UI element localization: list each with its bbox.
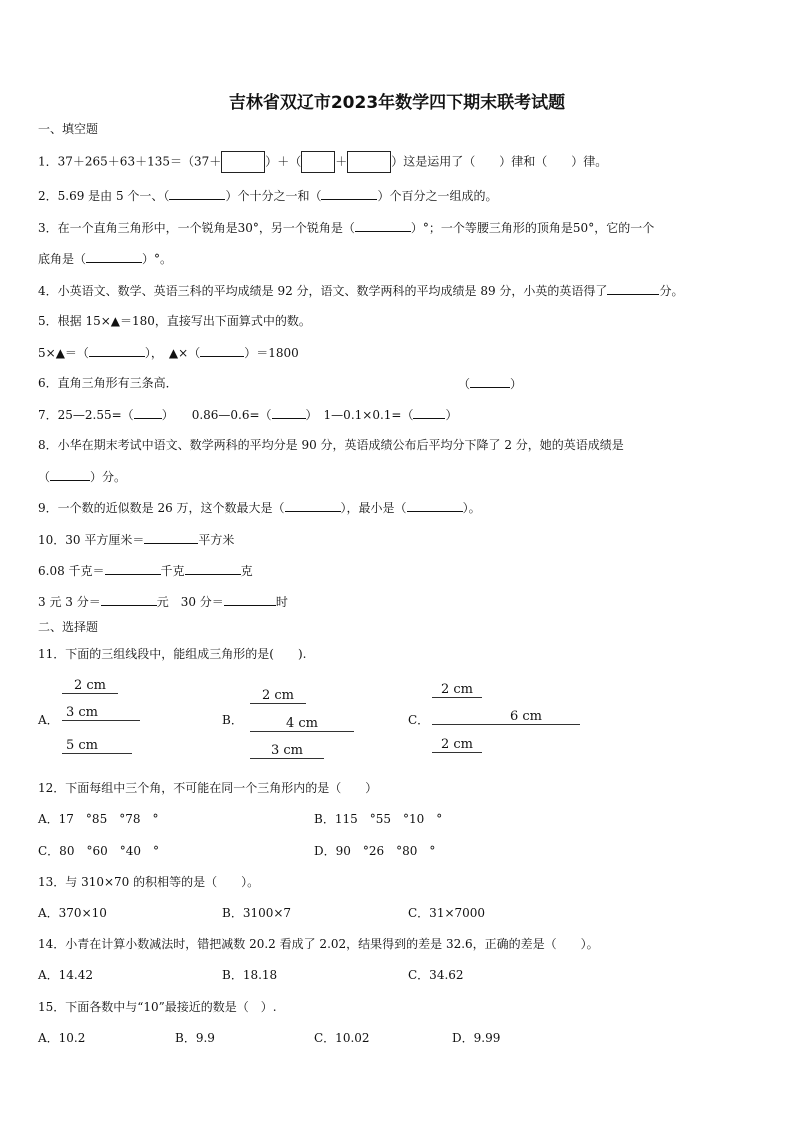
question-8-line-2 bbox=[38, 468, 126, 485]
section-fill-blank-heading: 一、填空题 bbox=[38, 122, 99, 136]
question-15: 15．下面各数中与“10”最接近的数是（ ）. bbox=[38, 1000, 277, 1014]
section-choice-heading: 二、选择题 bbox=[38, 620, 99, 634]
segment-a1 bbox=[62, 678, 118, 694]
answer-blank[interactable] bbox=[607, 282, 659, 295]
segment-c2 bbox=[432, 709, 580, 725]
question-6: 6．直角三角形有三条高． bbox=[38, 376, 178, 390]
q4-text-b: 分。 bbox=[659, 284, 684, 298]
segment-line bbox=[62, 693, 118, 694]
q9-text-b: ），最小是（ bbox=[340, 501, 407, 515]
segment-label: 4 cm bbox=[285, 716, 318, 731]
q1-text-b: ）＋（ bbox=[265, 154, 302, 169]
q1-text-c: ＋ bbox=[335, 154, 348, 169]
q14-option-c[interactable]: C．34.62 bbox=[408, 968, 464, 982]
segment-line bbox=[250, 758, 324, 759]
segment-b3 bbox=[250, 743, 324, 759]
segment-a3 bbox=[62, 738, 132, 754]
q3-text-a: 3．在一个直角三角形中，一个锐角是30°，另一个锐角是（ bbox=[38, 221, 355, 235]
segment-line bbox=[250, 703, 306, 704]
segment-c3 bbox=[432, 737, 482, 753]
q11-option-a-label[interactable]: A． bbox=[38, 713, 59, 727]
question-8: 8．小华在期末考试中语文、数学两科的平均分是 90 分，英语成绩公布后平均分下降了 2 分，她的英语成绩是 bbox=[38, 438, 624, 452]
answer-box[interactable] bbox=[221, 151, 265, 173]
answer-blank[interactable] bbox=[285, 499, 341, 512]
q7-text-b: ） 0.86—0.6=（ bbox=[161, 408, 272, 422]
q13-option-a[interactable]: A．370×10 bbox=[38, 906, 107, 920]
q12-option-a[interactable]: A．17 °85 °78 ° bbox=[38, 812, 159, 826]
q7-text-a: 7．25—2.55=（ bbox=[38, 408, 134, 422]
q3-text-d: ）°。 bbox=[142, 252, 173, 266]
answer-blank[interactable] bbox=[321, 187, 377, 200]
question-1 bbox=[38, 151, 607, 173]
q10-text-a: 10．30 平方厘米＝ bbox=[38, 533, 145, 547]
q10-text-h: 时 bbox=[275, 595, 288, 609]
segment-line bbox=[250, 731, 354, 732]
segment-b1 bbox=[250, 688, 306, 704]
question-5: 5．根据 15×▲＝180，直接写出下面算式中的数。 bbox=[38, 314, 311, 328]
segment-label: 2 cm bbox=[261, 688, 294, 703]
q5-text-d: ）＝1800 bbox=[244, 346, 299, 360]
q15-option-b[interactable]: B．9.9 bbox=[175, 1031, 215, 1045]
page-title: 吉林省双辽市2023年数学四下期末联考试题 bbox=[228, 93, 566, 113]
q10-text-b: 平方米 bbox=[198, 533, 235, 547]
answer-blank[interactable] bbox=[355, 219, 411, 232]
question-10-line-3 bbox=[38, 593, 288, 610]
q7-text-c: ） 1—0.1×0.1=（ bbox=[305, 408, 414, 422]
question-7 bbox=[38, 406, 457, 423]
answer-blank[interactable] bbox=[144, 531, 198, 544]
answer-blank[interactable] bbox=[89, 344, 145, 357]
q13-option-b[interactable]: B．3100×7 bbox=[222, 906, 292, 920]
judgement-blank bbox=[458, 375, 522, 392]
answer-blank[interactable] bbox=[470, 375, 510, 388]
q9-text-c: ）。 bbox=[462, 501, 481, 515]
q10-text-f: 3 元 3 分＝ bbox=[38, 595, 101, 609]
question-3-line-2 bbox=[38, 250, 172, 267]
segment-c1 bbox=[432, 682, 482, 698]
q14-option-a[interactable]: A．14.42 bbox=[38, 968, 94, 982]
q1-text-d: ）这是运用了（ ）律和（ ）律。 bbox=[391, 154, 608, 169]
answer-blank[interactable] bbox=[272, 406, 306, 419]
answer-blank[interactable] bbox=[101, 593, 157, 606]
answer-blank[interactable] bbox=[407, 499, 463, 512]
answer-blank[interactable] bbox=[413, 406, 445, 419]
segment-label: 5 cm bbox=[66, 738, 99, 753]
answer-box[interactable] bbox=[301, 151, 335, 173]
q2-text-a: 2．5.69 是由 5 个一、（ bbox=[38, 189, 170, 203]
question-11: 11．下面的三组线段中，能组成三角形的是( ). bbox=[38, 647, 307, 661]
q8-paren-open: （ bbox=[38, 470, 51, 484]
question-10-line-2 bbox=[38, 562, 253, 579]
q5-text-b: 5×▲＝（ bbox=[38, 346, 89, 360]
segment-b2 bbox=[250, 716, 354, 732]
segment-label: 3 cm bbox=[270, 743, 303, 758]
question-5-line-2 bbox=[38, 344, 299, 361]
q4-text-a: 4．小英语文、数学、英语三科的平均成绩是 92 分，语文、数学两科的平均成绩是 89 分，小英的英语得了 bbox=[38, 284, 608, 298]
segment-label: 2 cm bbox=[440, 682, 473, 697]
q12-option-c[interactable]: C．80 °60 °40 ° bbox=[38, 844, 159, 858]
q2-text-b: ）个十分之一和（ bbox=[225, 189, 322, 203]
answer-blank[interactable] bbox=[224, 593, 276, 606]
segment-line bbox=[62, 753, 132, 754]
question-2 bbox=[38, 187, 497, 204]
q8-text-c: ）分。 bbox=[90, 470, 127, 484]
question-14: 14．小青在计算小数减法时，错把减数 20.2 看成了 2.02，结果得到的差是 32.6，正确的差是（ ）。 bbox=[38, 937, 599, 951]
q9-text-a: 9．一个数的近似数是 26 万，这个数最大是（ bbox=[38, 501, 285, 515]
answer-blank[interactable] bbox=[50, 468, 90, 481]
segment-a2 bbox=[62, 705, 140, 721]
q10-text-d: 千克 bbox=[160, 564, 185, 578]
segment-line bbox=[432, 724, 580, 725]
q3-text-c: 底角是（ bbox=[38, 252, 87, 266]
question-13: 13．与 310×70 的积相等的是（ ）。 bbox=[38, 875, 260, 889]
q15-option-c[interactable]: C．10.02 bbox=[314, 1031, 370, 1045]
question-12: 12．下面每组中三个角，不可能在同一个三角形内的是（ ） bbox=[38, 781, 378, 795]
segment-label: 2 cm bbox=[440, 737, 473, 752]
q1-text-a: 1．37＋265＋63＋135＝（37＋ bbox=[38, 154, 222, 169]
answer-blank[interactable] bbox=[86, 250, 142, 263]
q13-option-c[interactable]: C．31×7000 bbox=[408, 906, 486, 920]
segment-label: 3 cm bbox=[66, 705, 99, 720]
question-10 bbox=[38, 531, 234, 548]
q15-option-a[interactable]: A．10.2 bbox=[38, 1031, 86, 1045]
q10-text-e: 克 bbox=[240, 564, 253, 578]
q2-text-c: ）个百分之一组成的。 bbox=[377, 189, 498, 203]
q10-text-c: 6.08 千克＝ bbox=[38, 564, 105, 578]
answer-blank[interactable] bbox=[134, 406, 162, 419]
question-3 bbox=[38, 219, 654, 236]
q12-option-d[interactable]: D．90 °26 °80 ° bbox=[314, 844, 436, 858]
q5-text-c: ）， ▲×（ bbox=[144, 346, 201, 360]
answer-blank[interactable] bbox=[169, 187, 225, 200]
q14-option-b[interactable]: B．18.18 bbox=[222, 968, 278, 982]
q11-option-b-label[interactable]: B． bbox=[222, 713, 243, 727]
question-9 bbox=[38, 499, 481, 516]
answer-box[interactable] bbox=[347, 151, 391, 173]
segment-line bbox=[432, 752, 482, 753]
q7-text-d: ） bbox=[445, 408, 458, 422]
q15-option-d[interactable]: D．9.99 bbox=[452, 1031, 501, 1045]
q6-paren-close: ） bbox=[510, 377, 523, 391]
q3-text-b: ）°；一个等腰三角形的顶角是50°，它的一个 bbox=[410, 221, 655, 235]
answer-blank[interactable] bbox=[200, 344, 244, 357]
segment-label: 2 cm bbox=[73, 678, 106, 693]
q10-text-g: 元 30 分＝ bbox=[156, 595, 224, 609]
q11-option-c-label[interactable]: C． bbox=[408, 713, 430, 727]
segment-line bbox=[432, 697, 482, 698]
answer-blank[interactable] bbox=[185, 562, 241, 575]
answer-blank[interactable] bbox=[105, 562, 161, 575]
segment-label: 6 cm bbox=[509, 709, 542, 724]
question-4 bbox=[38, 282, 683, 299]
q12-option-b[interactable]: B．115 °55 °10 ° bbox=[314, 812, 443, 826]
segment-line bbox=[62, 720, 140, 721]
q6-paren-open: （ bbox=[458, 377, 471, 391]
